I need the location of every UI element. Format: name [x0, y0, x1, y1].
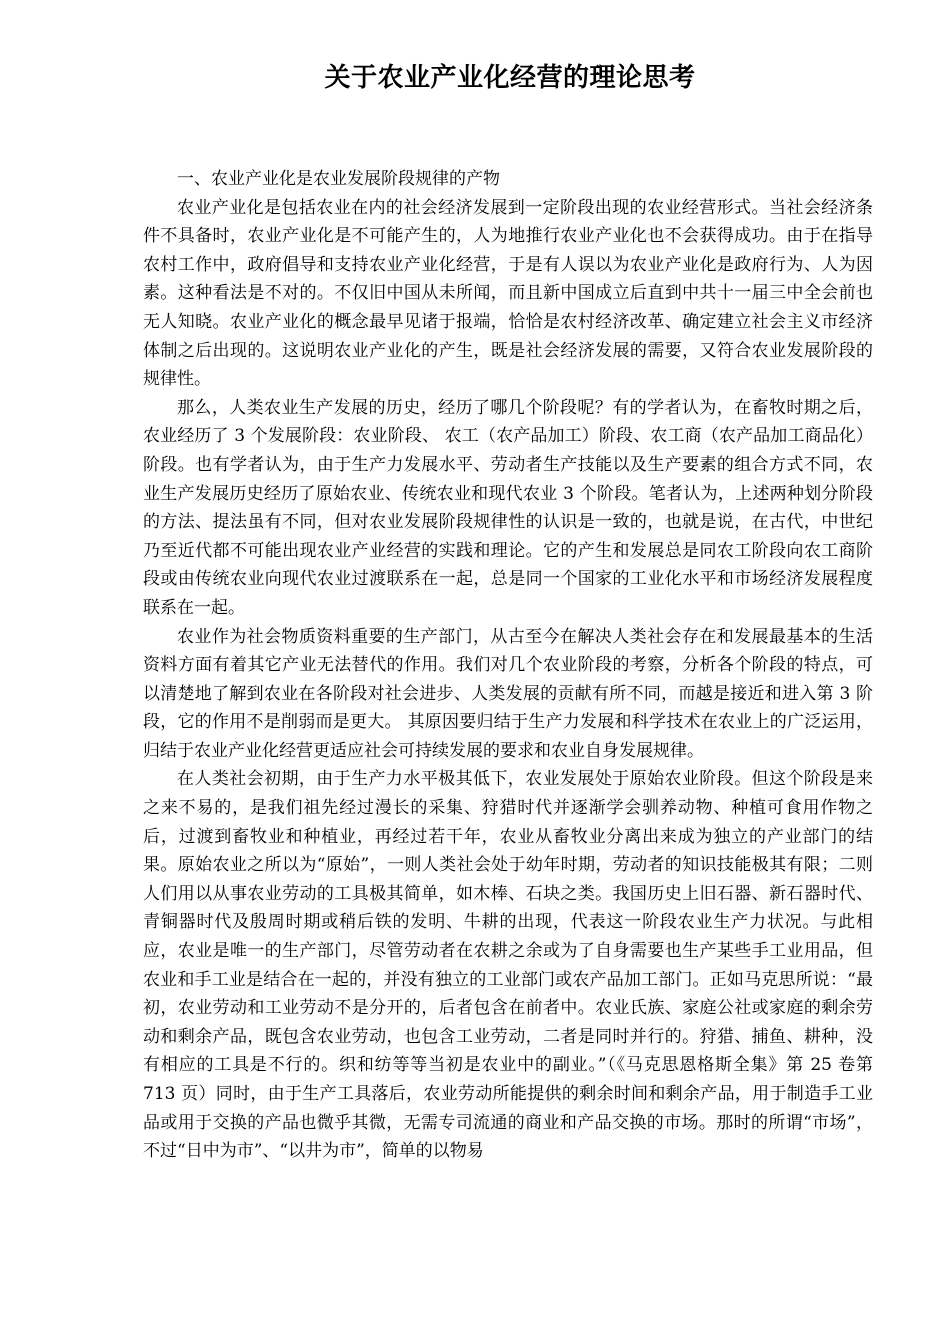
document-title: 关于农业产业化经营的理论思考 — [324, 63, 696, 93]
paragraph: 那么，人类农业生产发展的历史，经历了哪几个阶段呢？有的学者认为，在畜牧时期之后，农业经历了 3 个发展阶段：农业阶段、 农工（农产品加工）阶段、农工商（农产品加工商品化）阶段。也有学者认为，由于生产力发展水平、劳动者生产技能以及生产要素的组合方式不同，农业生产发展历史经历了原始农业、传统农业和现代农业 3 个阶段。笔者认为，上述两种划分阶段的方法、提法虽有不同，但对农业发展阶段规律性的认识是一致的，也就是说，在古代，中世纪乃至近代都不可能出现农业产业经营的实践和理论。它的产生和发展总是同农工阶段向农工商阶段或由传统农业向现代农业过渡联系在一起，总是同一个国家的工业化水平和市场经济发展程度联系在一起。 — [143, 397, 873, 618]
paragraph: 农业作为社会物质资料重要的生产部门，从古至今在解决人类社会存在和发展最基本的生活资料方面有着其它产业无法替代的作用。我们对几个农业阶段的考察，分析各个阶段的特点，可以清楚地了解到农业在各阶段对社会进步、人类发展的贡献有所不同，而越是接近和进入第 3 阶段，它的作用不是削弱而是更大。 其原因要归结于生产力发展和科学技术在农业上的广泛运用，归结于农业产业化经营更适应社会可持续发展的要求和农业自身发展规律。 — [143, 626, 873, 761]
section-heading: 一、农业产业化是农业发展阶段规律的产物 — [177, 169, 500, 189]
document-body — [143, 165, 873, 1166]
paragraph: 在人类社会初期，由于生产力水平极其低下，农业发展处于原始农业阶段。但这个阶段是来之来不易的，是我们祖先经过漫长的采集、狩猎时代并逐渐学会驯养动物、种植可食用作物之后，过渡到畜牧业和种植业，再经过若干年，农业从畜牧业分离出来成为独立的产业部门的结果。原始农业之所以为“原始”，一则人类社会处于幼年时期，劳动者的知识技能极其有限；二则人们用以从事农业劳动的工具极其简单，如木棒、石块之类。我国历史上旧石器、新石器时代、青铜器时代及殷周时期或稍后铁的发明、牛耕的出现，代表这一阶段农业生产力状况。与此相应，农业是唯一的生产部门，尽管劳动者在农耕之余或为了自身需要也生产某些手工业用品，但农业和手工业是结合在一起的，并没有独立的工业部门或农产品加工部门。正如马克思所说：“最初，农业劳动和工业劳动不是分开的，后者包含在前者中。农业氏族、家庭公社或家庭的剩余劳动和剩余产品，既包含农业劳动，也包含工业劳动，二者是同时并行的。狩猎、捕鱼、耕种，没有相应的工具是不行的。织和纺等等当初是农业中的副业。”（《马克思恩格斯全集》第 25 卷第 713 页）同时，由于生产工具落后，农业劳动所能提供的剩余时间和剩余产品，用于制造手工业品或用于交换的产品也微乎其微，无需专司流通的商业和产品交换的市场。那时的所谓“市场”，不过“日中为市”、“以井为市”，简单的以物易 — [143, 769, 873, 1162]
paragraph: 农业产业化是包括农业在内的社会经济发展到一定阶段出现的农业经营形式。当社会经济条件不具备时，农业产业化是不可能产生的，人为地推行农业产业化也不会获得成功。由于在指导农村工作中，政府倡导和支持农业产业化经营，于是有人误以为农业产业化是政府行为、人为因素。这种看法是不对的。不仅旧中国从未所闻，而且新中国成立后直到中共十一届三中全会前也无人知晓。农业产业化的概念最早见诸于报端，恰恰是农村经济改革、确定建立社会主义市经济体制之后出现的。这说明农业产业化的产生，既是社会经济发展的需要，又符合农业发展阶段的规律性。 — [143, 197, 873, 390]
